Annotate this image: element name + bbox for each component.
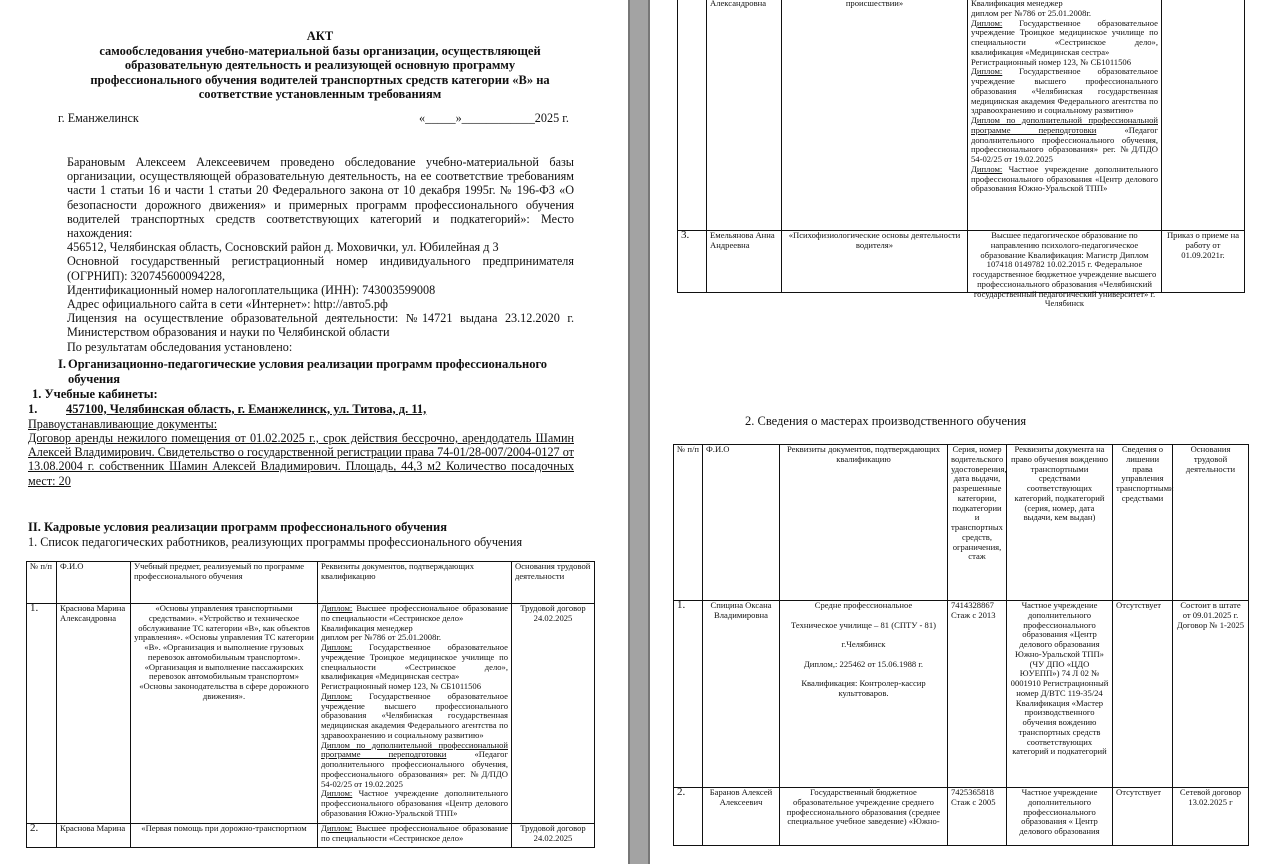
license: Лицензия на осуществление образовательной деятельности: №14721 выдана 23.12.2020 г. Министерством образования и науки по Челябинской области bbox=[67, 311, 574, 340]
teachers-table-continued bbox=[677, 0, 1245, 309]
table-cell: Сетевой договор 13.02.2025 г bbox=[1173, 788, 1249, 846]
table-row bbox=[678, 0, 1245, 231]
title-line: соответствие установленным требованиям bbox=[198, 87, 442, 101]
cabinet-number: 1. bbox=[28, 401, 38, 416]
table-cell bbox=[318, 604, 512, 824]
qualification-entry: Квалификация менеджер bbox=[971, 0, 1063, 8]
classrooms-heading: 1. Учебные кабинеты: bbox=[32, 386, 158, 401]
teachers-table bbox=[26, 561, 595, 848]
document-page-2 bbox=[650, 0, 1282, 864]
table-cell: Отсутствует bbox=[1113, 788, 1173, 846]
table-cell: Александровна bbox=[707, 0, 782, 231]
column-header: Основания трудовой деятельности bbox=[512, 562, 595, 604]
cabinet-address: 457100, Челябинская область, г. Еманжелинск, ул. Титова, д. 11, bbox=[66, 401, 427, 416]
table-cell: 3. bbox=[678, 231, 707, 293]
column-header: Учебный предмет, реализуемый по программе профессионального обучения bbox=[131, 562, 318, 604]
results-intro: По результатам обследования установлено: bbox=[67, 339, 293, 354]
table-cell: «Основы управления транспортными средствами». «Устройство и техническое обслуживание ТС категории «В», как объектов управления». «Основы управления ТС категории «В». «Организация и выполнение грузовых перевозок автомобильным транспортом». «Организация и выполнение пассажирских перевозок автомобильным транспортом» «Основы законодательства в сфере дорожного движения». bbox=[131, 604, 318, 824]
table-header-row bbox=[674, 445, 1249, 601]
act-title bbox=[40, 29, 600, 102]
ogrnip: Основной государственный регистрационный номер индивидуального предпринимателя (ОГРНИП): 320745600094228, bbox=[67, 254, 574, 283]
table-header-row bbox=[27, 562, 595, 604]
table-cell: происшествии» bbox=[782, 0, 968, 231]
table-cell: Краснова Марина Александровна bbox=[57, 604, 131, 824]
table-row bbox=[678, 231, 1245, 293]
address: 456512, Челябинская область, Сосновский район д. Моховички, ул. Юбилейная д 3 bbox=[67, 240, 499, 255]
table-cell bbox=[318, 824, 512, 848]
table-cell: 7414328867 Стаж с 2013 bbox=[948, 601, 1007, 788]
table-row bbox=[27, 824, 595, 848]
column-header: Реквизиты документов, подтверждающих квалификацию bbox=[318, 562, 512, 604]
qualification-entry: диплом рег №786 от 25.01.2008г. bbox=[321, 632, 442, 643]
title-line: образовательную деятельность и реализующей основную программу bbox=[124, 58, 516, 72]
qualification-entry: Диплом: Государственное образовательное учреждение высшего профессионального образования «Челябинская государственная медицинская академия Федерального агентства по здравоохранению и социальному развитию» bbox=[321, 690, 508, 740]
title-line: АКТ bbox=[306, 29, 334, 43]
inn: Идентификационный номер налогоплательщика (ИНН): 743003599008 bbox=[67, 282, 436, 297]
qualification-entry: диплом рег №786 от 25.01.2008г. bbox=[971, 7, 1092, 18]
table-cell: «Первая помощь при дорожно-транспортном bbox=[131, 824, 318, 848]
document-body bbox=[26, 155, 594, 848]
qualification-entry: Диплом: Частное учреждение дополнительного профессионального образования «Центр делового образования Южно-Уральской ТПП» bbox=[321, 788, 508, 818]
column-header: Реквизиты документов, подтверждающих квалификацию bbox=[780, 445, 948, 601]
column-header: Реквизиты документа на право обучения вождению транспортными средствами соответствующих категорий, подкатегорий (серия, номер, дата выдачи, кем выдан) bbox=[1007, 445, 1113, 601]
date-field: «_____»____________2025 г. bbox=[419, 111, 569, 125]
table-cell: Отсутствует bbox=[1113, 601, 1173, 788]
section-2-heading: II. Кадровые условия реализации программ профессионального обучения bbox=[28, 519, 447, 534]
table-cell: Государственный бюджетное образовательное учреждение среднего профессионального образования (среднее специальное учебное заведение) «Южно- bbox=[780, 788, 948, 846]
table-cell: Краснова Марина bbox=[57, 824, 131, 848]
table-cell: 2. bbox=[27, 824, 57, 848]
qualification-entry: Квалификация менеджер bbox=[321, 622, 413, 633]
column-header: Ф.И.О bbox=[703, 445, 780, 601]
table-cell bbox=[1162, 0, 1245, 231]
section-number: I. bbox=[58, 356, 66, 371]
qualification-entry: Диплом по дополнительной профессиональной программе переподготовки «Педагог дополнительного профессионального обучения, профессионального образования» рег. №Д/ПДО 54-02/25 от 19.02.2025 bbox=[971, 115, 1158, 164]
qualification-entry: Диплом: Государственное образовательное учреждение Троицкое медицинское училище по специальности «Сестринское дело», квалификация «Медицинская сестра» bbox=[321, 642, 508, 682]
document-page-1 bbox=[0, 0, 628, 864]
qualification-entry: Регистрационный номер 123, № СБ1011506 bbox=[321, 681, 481, 692]
table-cell: Спицина Оксана Владимировна bbox=[703, 601, 780, 788]
city: г. Еманжелинск bbox=[58, 111, 139, 125]
qualification-entry: Диплом: Государственное образовательное учреждение Троицкое медицинское училище по специальности «Сестринское дело», квалификация «Медицинская сестра» bbox=[971, 17, 1158, 57]
table-cell bbox=[968, 0, 1162, 231]
table-cell: Частное учреждение дополнительного профессионального образования «Центр делового образования Южно-Уральской ТПП» (ЧУ ДПО «ЦДО ЮУЕПП») 74 Л 02 № 0001910 Регистрационный номер Д/ВТС 119-35/24 Квалификация «Мастер производственного обучения вождению транспортных средств соответствующих категорий и подкатегорий bbox=[1007, 601, 1113, 788]
column-header: № п/п bbox=[27, 562, 57, 604]
docs-text: Договор аренды нежилого помещения от 01.02.2025 г., срок действия бессрочно, арендодатель Шамин Алексей Владимирович. Свидетельство о государственной регистрации права 74-01/28-007/2004-0127 от 13.08.2004 г. собственник Шамин Алексей Владимирович. Площадь, 44,3 м2 Количество посадочных мест: 20 bbox=[28, 431, 574, 488]
table-cell: Высшее педагогическое образование по направлению психолого-педагогическое образование Квалификация: Магистр Диплом 107418 0149782 10.02.2015 г. Федеральное государственное бюджетное учреждение высшего профессионального образования «Челябинский государственный педагогический университет» г. Челябинск bbox=[968, 231, 1162, 293]
masters-heading: 2. Сведения о мастерах производственного обучения bbox=[745, 414, 1027, 428]
table-row bbox=[27, 604, 595, 824]
website: Адрес официального сайта в сети «Интернет»: http://авто5.рф bbox=[67, 297, 388, 312]
intro-paragraph: Барановым Алексеем Алексеевичем проведено обследование учебно-материальной базы организации, осуществляющей образовательную деятельность, на ее соответствие требованиям части 1 статьи 16 и части 1 статьи 20 Федерального закона от 10 декабря 1995г. № 196-ФЗ «О безопасности дорожного движения» и примерных программ профессионального обучения водителей транспортных средств соответствующих категорий и подкатегорий»: Место нахождения: bbox=[67, 155, 574, 241]
qualification-entry: Диплом: Высшее профессиональное образование по специальности «Сестринское дело» bbox=[321, 823, 508, 843]
table-cell: Баранов Алексей Алексеевич bbox=[703, 788, 780, 846]
qualification-entry: Регистрационный номер 123, № СБ1011506 bbox=[971, 56, 1131, 67]
title-line: профессионального обучения водителей транспортных средств категории «В» на bbox=[90, 72, 550, 87]
table-cell: Средне профессиональное Техническое училище – 81 (СПТУ - 81) г.Челябинск Диплом,: 225462 от 15.06.1988 г. Квалификация: Контролер-кассир культтоваров. bbox=[780, 601, 948, 788]
title-line: самообследования учебно-материальной базы организации, осуществляющей bbox=[99, 43, 541, 58]
section-2-subheading: 1. Список педагогических работников, реализующих программы профессионального обучения bbox=[28, 534, 523, 549]
masters-table bbox=[673, 444, 1249, 846]
table-row bbox=[674, 601, 1249, 788]
table-cell: Частное учреждение дополнительного профессионального образования « Центр делового образования bbox=[1007, 788, 1113, 846]
section-1-heading bbox=[58, 357, 578, 387]
table-cell: 1. bbox=[27, 604, 57, 824]
table-cell: Трудовой договор 24.02.2025 bbox=[512, 604, 595, 824]
table-cell bbox=[678, 0, 707, 231]
cabinet-line bbox=[28, 402, 574, 417]
table-cell: 1. bbox=[674, 601, 703, 788]
table-cell: 2. bbox=[674, 788, 703, 846]
qualification-entry: Диплом: Государственное образовательное учреждение высшего профессионального образования «Челябинская государственная медицинская академия Федерального агентства по здравоохранению и социальному развитию» bbox=[971, 66, 1158, 116]
table-cell: Емельянова Анна Андреевна bbox=[707, 231, 782, 293]
docs-label: Правоустанавливающие документы: bbox=[28, 416, 218, 431]
page-gutter bbox=[628, 0, 650, 864]
column-header: Серия, номер водительского удостоверения, дата выдачи, разрешенные категории, подкатегории и транспортных средств, ограничения, стаж bbox=[948, 445, 1007, 601]
table-row bbox=[674, 788, 1249, 846]
section-title: Организационно-педагогические условия реализации программ профессионального обучения bbox=[68, 356, 548, 386]
table-cell: Трудовой договор 24.02.2025 bbox=[512, 824, 595, 848]
qualification-entry: Диплом: Высшее профессиональное образование по специальности «Сестринское дело» bbox=[321, 603, 508, 623]
column-header: Ф.И.О bbox=[57, 562, 131, 604]
table-cell: «Психофизиологические основы деятельности водителя» bbox=[782, 231, 968, 293]
table-cell: 7425365818 Стаж с 2005 bbox=[948, 788, 1007, 846]
table-cell: Приказ о приеме на работу от 01.09.2021г. bbox=[1162, 231, 1245, 293]
column-header: Основания трудовой деятельности bbox=[1173, 445, 1249, 601]
column-header: Сведения о лишении права управления транспортными средствами bbox=[1113, 445, 1173, 601]
table-cell: Состоит в штате от 09.01.2025 г. Договор № 1-2025 bbox=[1173, 601, 1249, 788]
column-header: № п/п bbox=[674, 445, 703, 601]
qualification-entry: Диплом: Частное учреждение дополнительного профессионального образования «Центр делового образования Южно-Уральской ТПП» bbox=[971, 163, 1158, 194]
qualification-entry: Диплом по дополнительной профессиональной программе переподготовки «Педагог дополнительного профессионального обучения, профессионального образования» рег. №Д/ПДО 54-02/25 от 19.02.2025 bbox=[321, 739, 508, 789]
